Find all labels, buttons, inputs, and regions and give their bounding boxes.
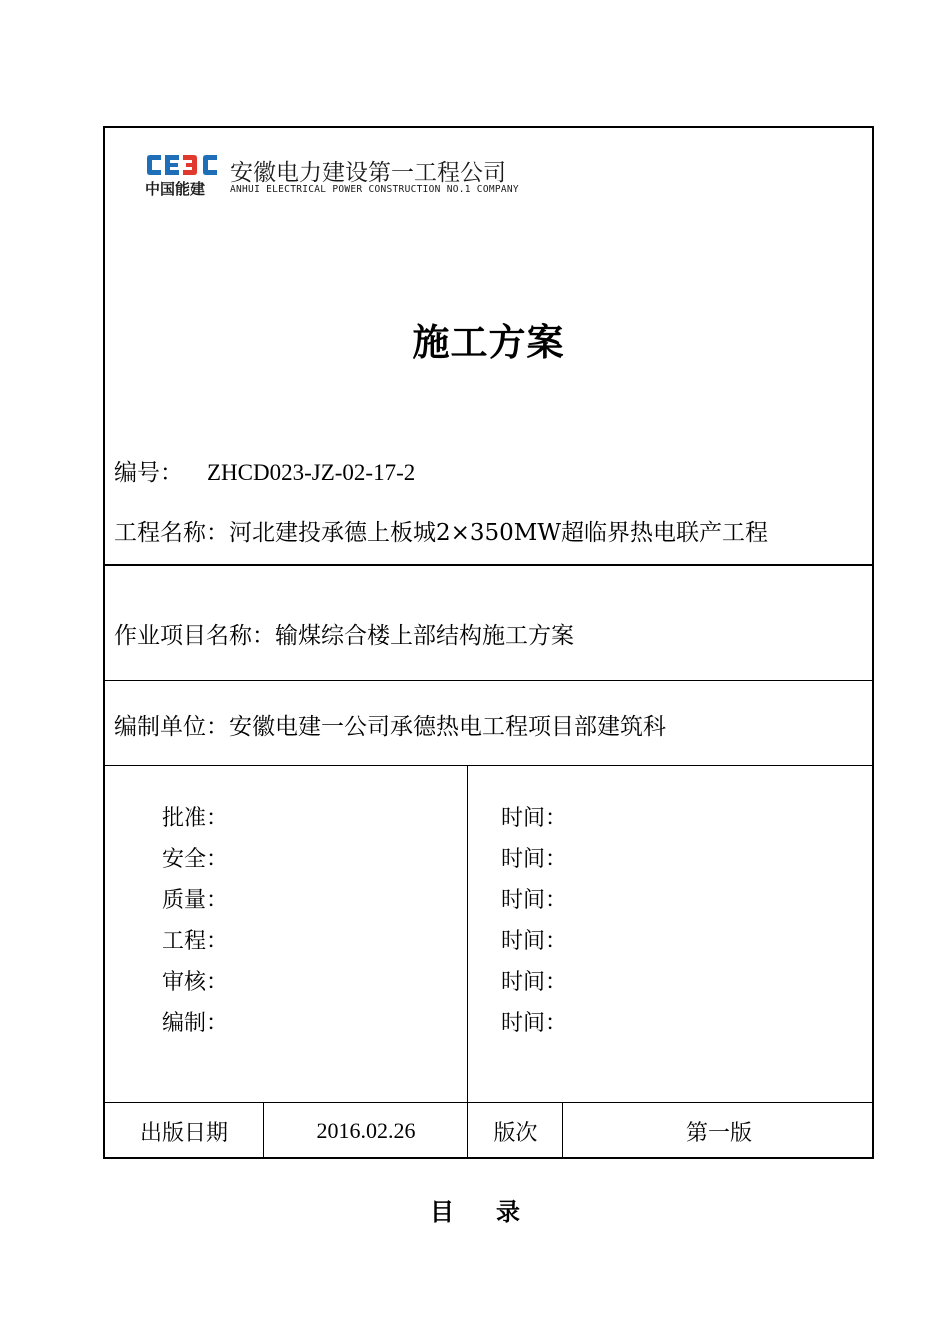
signoff-role-safety: 安全：: [162, 847, 229, 872]
project-name: 工程名称：河北建投承德上板城2×350MW超临界热电联产工程: [114, 520, 768, 546]
toc-heading-right: 录: [496, 1198, 520, 1226]
compiling-unit: 编制单位：安徽电建一公司承德热电工程项目部建筑科: [114, 714, 666, 740]
signoff-time-label: 时间：: [501, 847, 568, 872]
toc-heading: [0, 1192, 950, 1227]
publication-row: [105, 1103, 872, 1159]
brand-cn: 中国能建: [145, 180, 206, 198]
signoff-times: [501, 798, 567, 1044]
code-label: 编号：: [114, 460, 183, 486]
signoff-time-label: 时间：: [501, 888, 568, 913]
divider: [105, 765, 872, 766]
signoff-time-label: 时间：: [501, 970, 568, 995]
document-title: 施工方案: [412, 321, 565, 364]
signoff-role-quality: 质量：: [162, 888, 229, 913]
company-name-cn: 安徽电力建设第一工程公司: [230, 160, 506, 186]
publish-date-value: 2016.02.26: [263, 1103, 468, 1159]
code-value: ZHCD023-JZ-02-17-2: [207, 460, 416, 485]
work-item-name: 作业项目名称：输煤综合楼上部结构施工方案: [114, 623, 574, 649]
signoff-time-label: 时间：: [501, 929, 568, 954]
document-code-line: [114, 454, 415, 487]
signoff-roles: [162, 798, 228, 1044]
signoff-time-label: 时间：: [501, 1011, 568, 1036]
toc-heading-left: 目: [430, 1198, 454, 1226]
signoff-role-approve: 批准：: [162, 806, 229, 831]
edition-value: 第一版: [562, 1103, 875, 1159]
ceec-logo-mark: [145, 152, 219, 200]
signoff-time-label: 时间：: [501, 806, 568, 831]
signoff-role-compile: 编制：: [162, 1011, 229, 1036]
column-divider: [467, 765, 468, 1159]
edition-label: 版次: [467, 1103, 563, 1159]
signoff-role-engineering: 工程：: [162, 929, 229, 954]
cover-frame: [103, 126, 874, 1159]
signoff-role-review: 审核：: [162, 970, 229, 995]
ceec-logo-icon: [145, 152, 219, 178]
publish-date-label: 出版日期: [139, 1120, 228, 1146]
company-name-en: ANHUI ELECTRICAL POWER CONSTRUCTION NO.1 COMPANY: [230, 184, 519, 195]
divider: [105, 680, 872, 681]
divider: [105, 564, 872, 566]
